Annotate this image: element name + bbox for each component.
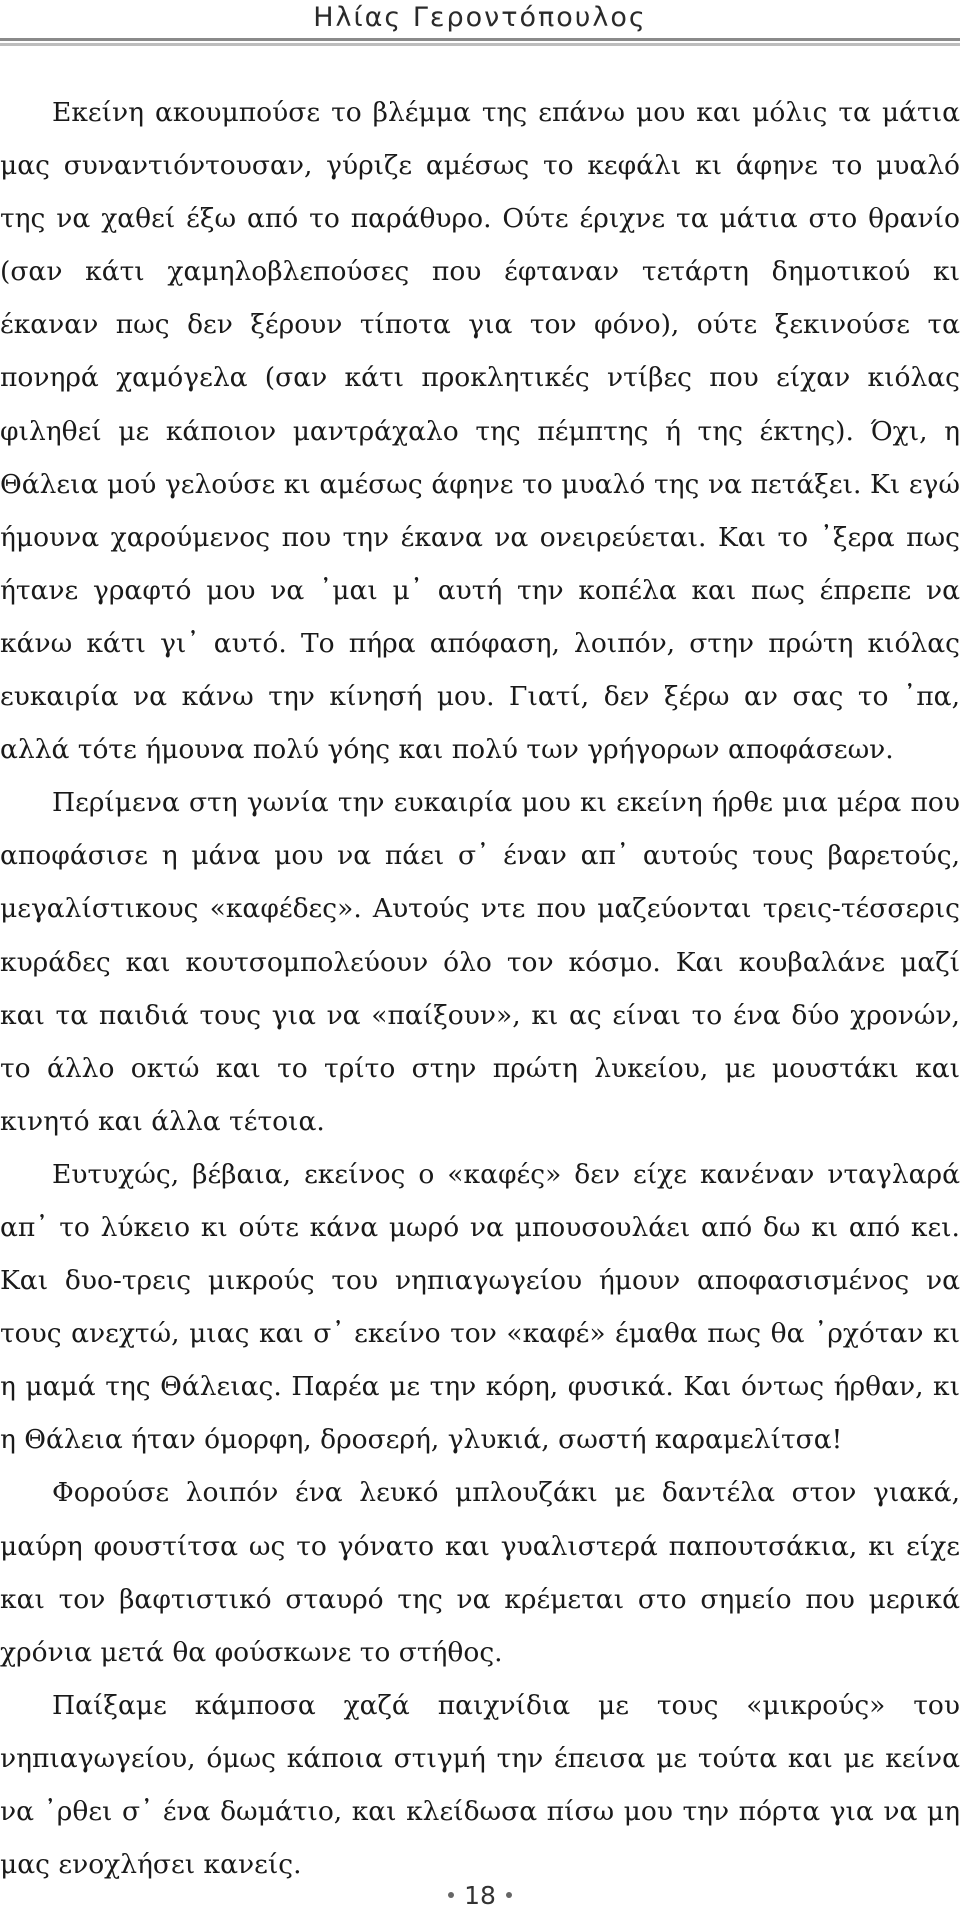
page-body [0, 86, 960, 1891]
running-header [0, 0, 960, 36]
paragraph-1: Εκείνη ακουμπούσε το βλέμμα της επάνω μου και μόλις τα μάτια μας συναντιόντουσαν, γύριζε αμέσως το κεφάλι κι άφηνε το μυαλό της να χαθεί έξω από το παράθυρο. Ούτε έριχνε τα μάτια στο θρανίο (σαν κάτι χαμηλοβλεπούσες που έφταναν τετάρτη δημοτικού κι έκαναν πως δεν ξέρουν τίποτα για τον φόνο), ούτε ξεκινούσε τα πονηρά χαμόγελα (σαν κάτι προκλητικές ντίβες που είχαν κιόλας φιληθεί με κάποιον μαντράχαλο της πέμπτης ή της έκτης). Όχι, η Θάλεια μού γελούσε κι αμέσως άφηνε το μυαλό της να πετάξει. Κι εγώ ήμουνα χαρούμενος που την έκανα να ονειρεύεται. Και το ᾽ξερα πως ήτανε γραφτό μου να ᾽μαι μ᾽ αυτή την κοπέλα και πως έπρεπε να κάνω κάτι γι᾽ αυτό. Το πήρα απόφαση, λοιπόν, στην πρώτη κιόλας ευκαιρία να κάνω την κίνησή μου. Γιατί, δεν ξέρω αν σας το ᾽πα, αλλά τότε ήμουνα πολύ γόης και πολύ των γρήγορων αποφάσεων. [0, 97, 960, 766]
page-footer [0, 1878, 960, 1914]
paragraph-5: Παίξαμε κάμποσα χαζά παιχνίδια με τους «μικρούς» του νηπιαγωγείου, όμως κάποια στιγμή την έπεισα με τούτα και με κείνα να ᾽ρθει σ᾽ ένα δωμάτιο, και κλείδωσα πίσω μου την πόρτα για να μη μας ενοχλήσει κανείς. [0, 1689, 960, 1881]
footer-bullet-left [448, 1892, 454, 1898]
author-name: Ηλίας Γεροντόπουλος [313, 2, 647, 33]
header-rule-top [0, 38, 960, 41]
footer-bullet-right [506, 1892, 512, 1898]
paragraph-4: Φορούσε λοιπόν ένα λευκό μπλουζάκι με δαντέλα στον γιακά, μαύρη φουστίτσα ως το γόνατο και γυαλιστερά παπουτσάκια, κι είχε και τον βαφτιστικό σταυρό της να κρέμεται στο σημείο που μερικά χρόνια μετά θα φούσκωνε το στήθος. [0, 1477, 960, 1668]
page-number: 18 [464, 1881, 496, 1910]
paragraph-3: Ευτυχώς, βέβαια, εκείνος ο «καφές» δεν είχε κανέναν νταγλαρά απ᾽ το λύκειο κι ούτε κάνα μωρό να μπουσουλάει από δω κι από κει. Και δυο-τρεις μικρούς του νηπιαγωγείου ήμουν αποφασισμένος να τους ανεχτώ, μιας και σ᾽ εκείνο τον «καφέ» έμαθα πως θα ᾽ρχόταν κι η μαμά της Θάλειας. Παρέα με την κόρη, φυσικά. Και όντως ήρθαν, κι η Θάλεια ήταν όμορφη, δροσερή, γλυκιά, σωστή καραμελίτσα! [0, 1158, 960, 1456]
paragraph-2: Περίμενα στη γωνία την ευκαιρία μου κι εκείνη ήρθε μια μέρα που αποφάσισε η μάνα μου να πάει σ᾽ έναν απ᾽ αυτούς τους βαρετούς, μεγαλίστικους «καφέδες». Αυτούς ντε που μαζεύονται τρεις-τέσσερις κυράδες και κουτσομπολεύουν όλο τον κόσμο. Και κουβαλάνε μαζί και τα παιδιά τους για να «παίξουν», κι ας είναι το ένα δύο χρονών, το άλλο οκτώ και το τρίτο στην πρώτη λυκείου, με μουστάκι και κινητό και άλλα τέτοια. [0, 787, 960, 1137]
header-rule-bottom [0, 43, 960, 46]
